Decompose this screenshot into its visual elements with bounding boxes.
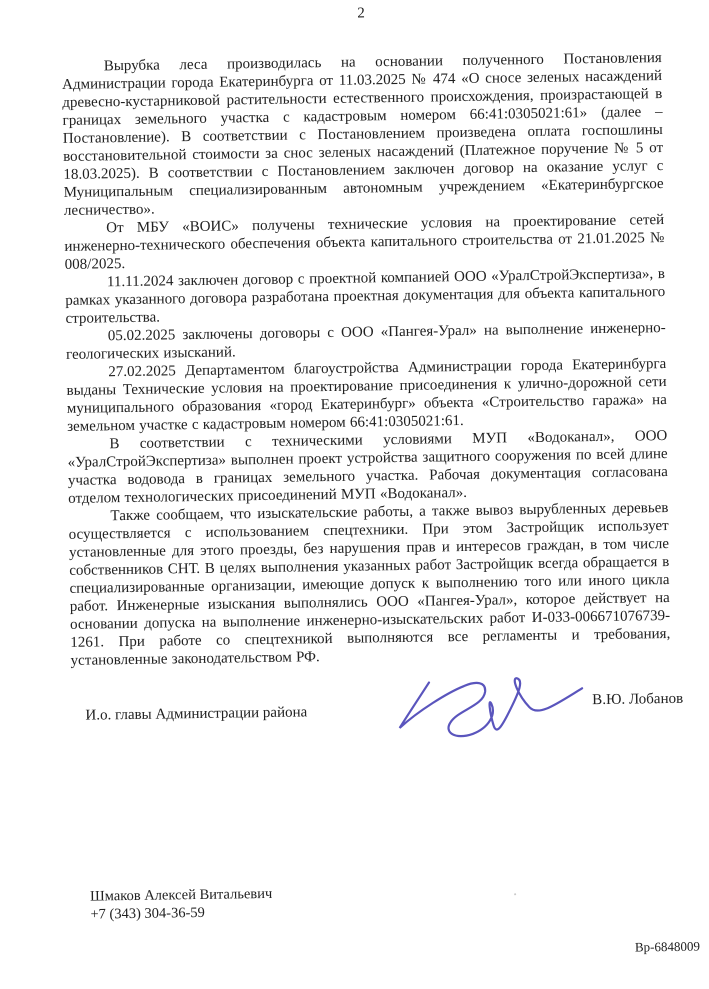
paragraph-survey-contracts: 05.02.2025 заключены договоры с ООО «Пангея-Урал» на выполнение инженерно-геологических изысканий. [65,320,666,363]
paragraph-design-contract: 11.11.2024 заключен договор с проектной компанией ООО «УралСтройЭкспертиза», в рамках указанного договора разработана проектная документация для объекта капитального строительства. [65,266,666,327]
paragraph-road-network-conditions: 27.02.2025 Департаментом благоустройства Администрации города Екатеринбурга выданы Технические условия на проектирование присоединения к улично-дорожной сети муниципального образования «город Екатеринбург» объекта «Строительство гаража» на земельном участке с кадастровым номером 66:41:0305021:61. [66,356,667,435]
document-code: Вр-6848009 [634,938,701,955]
paragraph-special-machinery: Также сообщаем, что изыскательские работы, а также вывоз вырубленных деревьев осуществляется с использованием спецтехники. При этом Застройщик использует установленные для этого проезды, без нарушения прав и интересов граждан, в том числе собственников СНТ. В целях выполнения указанных работ Застройщик всегда обращается в специализированные организации, имеющие допуск к выполнению того или иного цикла работ. Инженерные изыскания выполнялись ООО «Пангея-Урал», которое действует на основании допуска на выполнение инженерно-изыскательских работ И-033-006671076739-1261. При работе со спецтехникой выполняются все регламенты и требования, установленные законодательством РФ. [68,499,671,669]
scan-artifact-speck [514,893,516,895]
signature-stroke [399,677,583,737]
page-number: 2 [357,5,365,22]
paragraph-vois-technical-conditions: От МБУ «ВОИС» получены технические условия на проектирование сетей инженерно-технического обеспечения объекта капитального строительства от 21.01.2025 № 008/2025. [64,212,665,273]
signer-name: В.Ю. Лобанов [592,690,684,709]
executor-name: Шмаков Алексей Витальевич [89,885,273,905]
handwritten-signature [390,666,592,779]
document-body [62,49,671,670]
signer-position-title: И.о. главы Администрации района [85,704,308,724]
executor-phone: +7 (343) 304-36-59 [90,904,205,923]
paragraph-tree-felling-resolution: Вырубка леса производилась на основании полученного Постановления Администрации города Екатеринбурга от 11.03.2025 № 474 «О сносе зеленых насаждений древесно-кустарниковой растительности естественного происхождения, произрастающей в границах земельного участка с кадастровым номером 66:41:0305021:61» (далее – Постановление). В соответствии с Постановлением произведена оплата госпошлины восстановительной стоимости за снос зеленых насаждений (Платежное поручение № 5 от 18.03.2025). В соответствии с Постановлением заключен договор на оказание услуг с Муниципальным специализированным автономным учреждением «Екатеринбургское лесничество». [61,50,664,219]
executor-contact-block [90,885,273,924]
paragraph-vodokanal-project: В соответствии с техническими условиями МУП «Водоканал», ООО «УралСтройЭкспертиза» выполнен проект устройства защитного сооружения по всей длине участка водовода в границах земельного участка. Рабочая документация согласована отделом технологических присоединений МУП «Водоканал». [67,428,668,507]
